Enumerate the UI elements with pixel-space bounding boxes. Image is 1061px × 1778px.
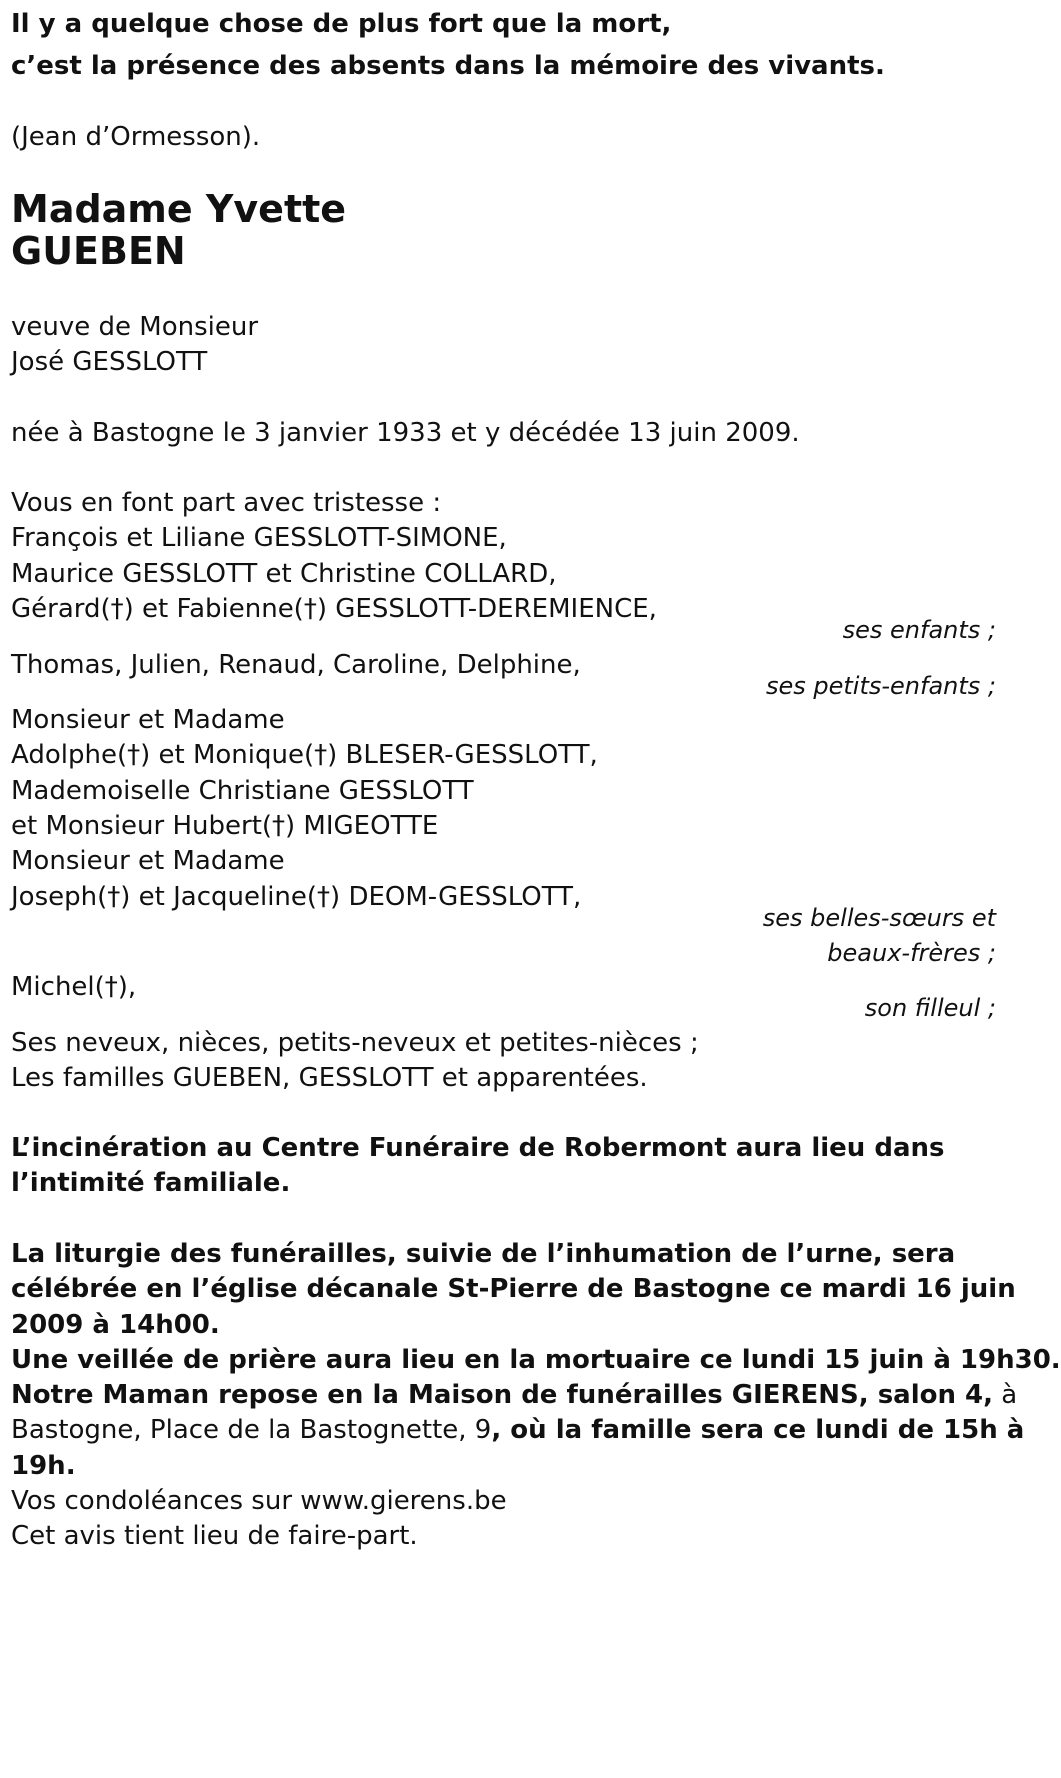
deceased-last-name: GUEBEN	[11, 229, 186, 273]
grandchildren-role: ses petits-enfants ;	[765, 672, 996, 700]
other-relatives: Ses neveux, nièces, petits-neveux et petites-nièces ;	[11, 1028, 699, 1058]
godson: Michel(†),	[11, 972, 137, 1002]
child-line: Gérard(†) et Fabienne(†) GESSLOTT-DEREMIENCE,	[11, 594, 657, 624]
quote-line-2: c’est la présence des absents dans la mémoire des vivants.	[11, 51, 885, 81]
godson-role: son filleul ;	[864, 994, 996, 1022]
in-law-line: Monsieur et Madame	[11, 846, 285, 876]
condolences: Vos condoléances sur www.gierens.be	[11, 1486, 507, 1516]
in-law-line: Mademoiselle Christiane GESSLOTT	[11, 776, 474, 806]
in-law-line: et Monsieur Hubert(†) MIGEOTTE	[11, 811, 439, 841]
liturgy-line-2: célébrée en l’église décanale St-Pierre de Bastogne ce mardi 16 juin	[11, 1274, 1016, 1304]
rest-plain: à	[993, 1380, 1018, 1410]
spouse-line-2: José GESSLOTT	[11, 347, 208, 377]
address-bold: , où la famille sera ce lundi de 15h à	[491, 1415, 1025, 1445]
notice: Cet avis tient lieu de faire-part.	[11, 1521, 418, 1551]
grandchildren: Thomas, Julien, Renaud, Caroline, Delphine,	[11, 650, 581, 680]
family-intro: Vous en font part avec tristesse :	[11, 488, 442, 518]
rest-bold: Notre Maman repose en la Maison de funérailles GIERENS, salon 4,	[11, 1380, 994, 1410]
cremation-line-1: L’incinération au Centre Funéraire de Robermont aura lieu dans	[11, 1133, 945, 1163]
vigil: Une veillée de prière aura lieu en la mortuaire ce lundi 15 juin à 19h30.	[11, 1345, 1061, 1375]
in-law-line: Joseph(†) et Jacqueline(†) DEOM-GESSLOTT,	[11, 882, 582, 912]
liturgy-line-3: 2009 à 14h00.	[11, 1310, 220, 1340]
birth-death: née à Bastogne le 3 janvier 1933 et y décédée 13 juin 2009.	[11, 418, 800, 448]
in-laws-role-line-1: ses belles-sœurs et	[762, 904, 996, 932]
cremation-line-2: l’intimité familiale.	[11, 1168, 291, 1198]
spouse-line-1: veuve de Monsieur	[11, 312, 259, 342]
child-line: Maurice GESSLOTT et Christine COLLARD,	[11, 559, 557, 589]
other-relatives: Les familles GUEBEN, GESSLOTT et apparentées.	[11, 1063, 648, 1093]
address-line	[11, 1410, 1024, 1450]
quote-author: (Jean d’Ormesson).	[11, 122, 261, 152]
rest-line	[11, 1375, 1017, 1415]
liturgy-line-1: La liturgie des funérailles, suivie de l’inhumation de l’urne, sera	[11, 1239, 956, 1269]
in-law-line: Adolphe(†) et Monique(†) BLESER-GESSLOTT,	[11, 740, 598, 770]
child-line: François et Liliane GESSLOTT-SIMONE,	[11, 523, 507, 553]
visiting-hours: 19h.	[11, 1451, 76, 1481]
address: Bastogne, Place de la Bastognette, 9	[11, 1415, 492, 1445]
in-law-line: Monsieur et Madame	[11, 705, 285, 735]
quote-line-1: Il y a quelque chose de plus fort que la mort,	[11, 9, 672, 39]
children-role: ses enfants ;	[842, 616, 996, 644]
in-laws-role-line-2: beaux-frères ;	[827, 939, 996, 967]
deceased-first-name: Madame Yvette	[11, 187, 347, 231]
